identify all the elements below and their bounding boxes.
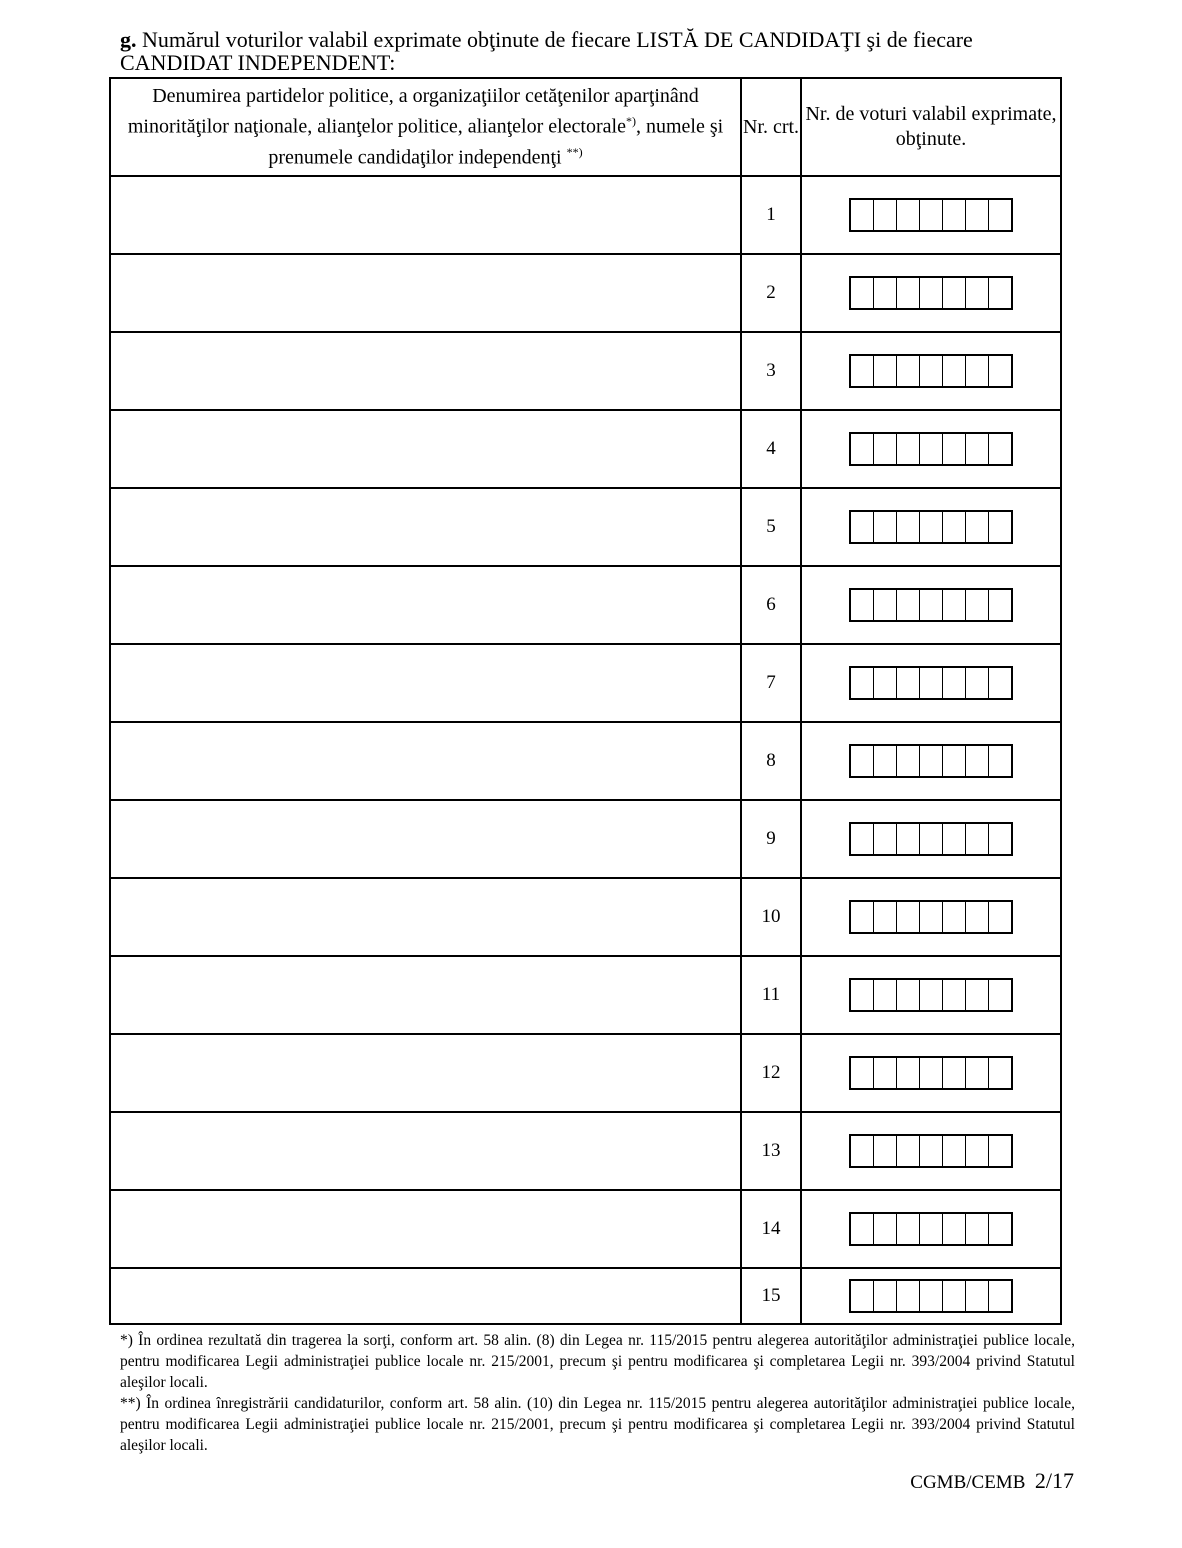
digit-box[interactable] [851,1281,874,1311]
digit-box[interactable] [966,590,989,620]
votes-cell [801,956,1061,1034]
digit-box[interactable] [851,1214,874,1244]
digit-box[interactable] [874,512,897,542]
page-number: 2/17 [1034,1468,1074,1493]
digit-box[interactable] [943,1058,966,1088]
digit-box[interactable] [851,590,874,620]
document-code: CGMB/CEMB [910,1472,1026,1493]
row-number: 1 [741,176,801,254]
table-row [110,722,1061,800]
digit-box[interactable] [989,356,1011,386]
header-votes: Nr. de voturi valabil exprimate, obţinute. [801,78,1061,176]
digit-box[interactable] [920,980,943,1010]
digit-box[interactable] [920,278,943,308]
digit-box[interactable] [851,824,874,854]
footnotes [120,1330,1075,1456]
row-number: 3 [741,332,801,410]
digit-box[interactable] [874,824,897,854]
digit-box[interactable] [943,590,966,620]
digit-box[interactable] [989,1058,1011,1088]
digit-box[interactable] [966,668,989,698]
table-row [110,1268,1061,1324]
digit-box[interactable] [966,1281,989,1311]
votes-cell [801,722,1061,800]
digit-box[interactable] [943,980,966,1010]
votes-cell [801,1034,1061,1112]
digit-box[interactable] [920,746,943,776]
votes-cell [801,644,1061,722]
digit-box[interactable] [943,824,966,854]
digit-box[interactable] [920,1136,943,1166]
digit-box[interactable] [989,278,1011,308]
votes-digit-boxes[interactable] [849,822,1013,856]
votes-digit-boxes[interactable] [849,666,1013,700]
digit-box[interactable] [874,668,897,698]
digit-box[interactable] [966,356,989,386]
party-name-field[interactable] [110,644,741,722]
digit-box[interactable] [966,434,989,464]
digit-box[interactable] [851,1136,874,1166]
digit-box[interactable] [851,512,874,542]
digit-box[interactable] [943,902,966,932]
digit-box[interactable] [897,1058,920,1088]
digit-box[interactable] [989,512,1011,542]
digit-box[interactable] [851,356,874,386]
digit-box[interactable] [920,824,943,854]
votes-digit-boxes[interactable] [849,510,1013,544]
digit-box[interactable] [874,1136,897,1166]
votes-cell [801,1268,1061,1324]
digit-box[interactable] [966,746,989,776]
digit-box[interactable] [989,746,1011,776]
row-number: 8 [741,722,801,800]
digit-box[interactable] [989,200,1011,230]
digit-box[interactable] [966,278,989,308]
digit-box[interactable] [966,1058,989,1088]
digit-box[interactable] [897,278,920,308]
votes-digit-boxes[interactable] [849,900,1013,934]
digit-box[interactable] [989,590,1011,620]
digit-box[interactable] [874,902,897,932]
digit-box[interactable] [943,1214,966,1244]
table-row [110,956,1061,1034]
party-name-field[interactable] [110,1034,741,1112]
digit-box[interactable] [897,902,920,932]
digit-box[interactable] [943,1281,966,1311]
header-party-name: Denumirea partidelor politice, a organizaţiilor cetăţenilor aparţinând minorităţilor naţionale, alianţelor politice, alianţelor electorale*), numele şi prenumele candidaţilor independenţi **) [110,78,741,176]
party-name-field[interactable] [110,1268,741,1324]
digit-box[interactable] [897,356,920,386]
digit-box[interactable] [897,1281,920,1311]
digit-box[interactable] [943,746,966,776]
row-number: 9 [741,800,801,878]
digit-box[interactable] [989,1281,1011,1311]
row-number: 5 [741,488,801,566]
table-row [110,332,1061,410]
digit-box[interactable] [851,200,874,230]
digit-box[interactable] [897,824,920,854]
digit-box[interactable] [966,1136,989,1166]
votes-digit-boxes[interactable] [849,588,1013,622]
votes-digit-boxes[interactable] [849,1212,1013,1246]
digit-box[interactable] [897,434,920,464]
digit-box[interactable] [989,434,1011,464]
digit-box[interactable] [920,512,943,542]
digit-box[interactable] [851,1058,874,1088]
digit-box[interactable] [920,902,943,932]
digit-box[interactable] [874,278,897,308]
table-row [110,800,1061,878]
results-table [109,77,1062,1325]
votes-cell [801,1190,1061,1268]
digit-box[interactable] [920,434,943,464]
digit-box[interactable] [943,512,966,542]
votes-digit-boxes[interactable] [849,1134,1013,1168]
digit-box[interactable] [851,746,874,776]
digit-box[interactable] [851,278,874,308]
table-row [110,176,1061,254]
party-name-field[interactable] [110,566,741,644]
digit-box[interactable] [989,902,1011,932]
digit-box[interactable] [920,1281,943,1311]
digit-box[interactable] [874,980,897,1010]
digit-box[interactable] [897,668,920,698]
table-header-row [110,78,1061,176]
digit-box[interactable] [874,1281,897,1311]
digit-box[interactable] [989,1136,1011,1166]
row-number: 13 [741,1112,801,1190]
digit-box[interactable] [874,434,897,464]
digit-box[interactable] [897,746,920,776]
digit-box[interactable] [943,278,966,308]
header-nr-crt: Nr. crt. [741,78,801,176]
footnote-2: **) În ordinea înregistrării candidaturilor, conform art. 58 alin. (10) din Legea nr. 115/2015 pentru alegerea autorităţilor administraţiei publice locale, pentru modificarea Legii administraţiei publice locale nr. 215/2001, precum şi pentru modificarea şi completarea Legii nr. 393/2004 privind Statutul aleşilor locali. [120,1395,1075,1454]
party-name-field[interactable] [110,800,741,878]
row-number: 12 [741,1034,801,1112]
votes-cell [801,800,1061,878]
party-name-field[interactable] [110,410,741,488]
digit-box[interactable] [851,668,874,698]
party-name-field[interactable] [110,722,741,800]
digit-box[interactable] [943,434,966,464]
digit-box[interactable] [897,1214,920,1244]
digit-box[interactable] [989,980,1011,1010]
digit-box[interactable] [966,200,989,230]
table-row [110,1112,1061,1190]
digit-box[interactable] [897,590,920,620]
digit-box[interactable] [943,356,966,386]
digit-box[interactable] [920,668,943,698]
digit-box[interactable] [943,200,966,230]
votes-cell [801,176,1061,254]
party-name-field[interactable] [110,176,741,254]
row-number: 4 [741,410,801,488]
votes-cell [801,1112,1061,1190]
row-number: 6 [741,566,801,644]
votes-digit-boxes[interactable] [849,744,1013,778]
digit-box[interactable] [989,1214,1011,1244]
table-row [110,878,1061,956]
digit-box[interactable] [874,356,897,386]
digit-box[interactable] [966,512,989,542]
row-number: 14 [741,1190,801,1268]
row-number: 10 [741,878,801,956]
digit-box[interactable] [897,1136,920,1166]
votes-cell [801,488,1061,566]
row-number: 15 [741,1268,801,1324]
votes-digit-boxes[interactable] [849,354,1013,388]
table-row [110,1190,1061,1268]
digit-box[interactable] [897,512,920,542]
digit-box[interactable] [874,746,897,776]
digit-box[interactable] [920,356,943,386]
section-heading [120,28,1080,74]
votes-digit-boxes[interactable] [849,1056,1013,1090]
votes-digit-boxes[interactable] [849,432,1013,466]
party-name-field[interactable] [110,1190,741,1268]
digit-box[interactable] [920,1058,943,1088]
digit-box[interactable] [966,980,989,1010]
party-name-field[interactable] [110,878,741,956]
digit-box[interactable] [966,902,989,932]
digit-box[interactable] [989,668,1011,698]
table-row [110,566,1061,644]
votes-digit-boxes[interactable] [849,276,1013,310]
footnote-1: *) În ordinea rezultată din tragerea la sorţi, conform art. 58 alin. (8) din Legea nr. 115/2015 pentru alegerea autorităţilor administraţiei publice locale, pentru modificarea Legii administraţiei publice locale nr. 215/2001, precum şi pentru modificarea şi completarea Legii nr. 393/2004 privind Statutul aleşilor locali. [120,1332,1075,1391]
table-row [110,410,1061,488]
votes-cell [801,566,1061,644]
table-row [110,1034,1061,1112]
digit-box[interactable] [897,980,920,1010]
row-number: 7 [741,644,801,722]
page-footer [910,1468,1074,1494]
section-title: Numărul voturilor valabil exprimate obţinute de fiecare LISTĂ DE CANDIDAŢI şi de fiecare CANDIDAT INDEPENDENT: [120,27,973,75]
row-number: 2 [741,254,801,332]
table-row [110,254,1061,332]
digit-box[interactable] [989,824,1011,854]
votes-digit-boxes[interactable] [849,1279,1013,1313]
party-name-field[interactable] [110,956,741,1034]
digit-box[interactable] [874,590,897,620]
digit-box[interactable] [874,200,897,230]
digit-box[interactable] [920,200,943,230]
digit-box[interactable] [920,1214,943,1244]
digit-box[interactable] [851,902,874,932]
table-row [110,488,1061,566]
votes-cell [801,254,1061,332]
votes-cell [801,332,1061,410]
digit-box[interactable] [851,980,874,1010]
table-row [110,644,1061,722]
digit-box[interactable] [943,1136,966,1166]
digit-box[interactable] [966,824,989,854]
digit-box[interactable] [874,1058,897,1088]
digit-box[interactable] [874,1214,897,1244]
party-name-field[interactable] [110,254,741,332]
digit-box[interactable] [943,668,966,698]
digit-box[interactable] [920,590,943,620]
digit-box[interactable] [897,200,920,230]
digit-box[interactable] [966,1214,989,1244]
votes-digit-boxes[interactable] [849,198,1013,232]
party-name-field[interactable] [110,332,741,410]
votes-cell [801,878,1061,956]
row-number: 11 [741,956,801,1034]
digit-box[interactable] [851,434,874,464]
party-name-field[interactable] [110,1112,741,1190]
section-letter: g. [120,27,137,52]
votes-digit-boxes[interactable] [849,978,1013,1012]
party-name-field[interactable] [110,488,741,566]
votes-cell [801,410,1061,488]
